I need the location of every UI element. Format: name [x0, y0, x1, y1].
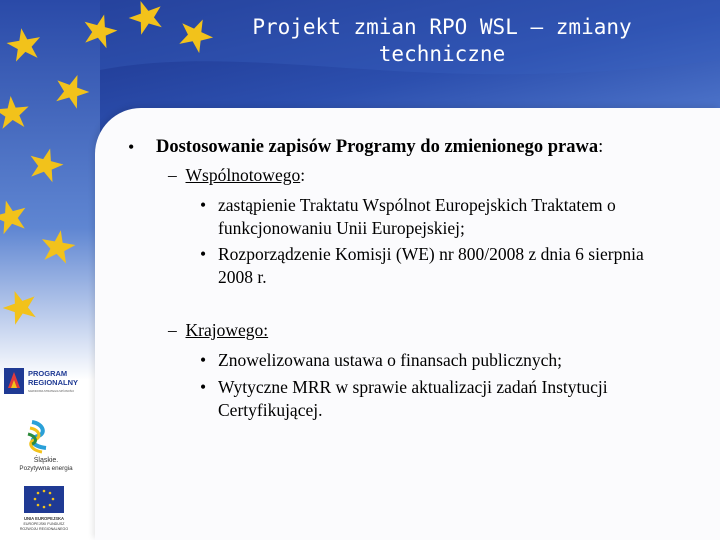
main-bullet-bold: Dostosowanie zapisów Programy do zmienionego prawa — [156, 137, 599, 157]
list-item-text: zastąpienie Traktatu Wspólnot Europejskich Traktatem o funkcjonowaniu Unii Europejskiej; — [218, 195, 616, 238]
main-bullet-text — [156, 137, 603, 158]
list-item — [200, 194, 668, 240]
list-item — [200, 243, 668, 289]
dash-marker: – — [168, 320, 177, 340]
logo-sl-line2: Pozytywna energia — [19, 465, 73, 472]
logo-pr-line3: NARODOWA STRATEGIA SPÓJNOŚCI — [28, 390, 75, 393]
main-bullet-suffix: : — [598, 137, 604, 157]
logo-eu-line3: ROZWOJU REGIONALNEGO — [19, 527, 69, 531]
section-krajowego — [168, 320, 268, 341]
logo-pr-line2: REGIONALNY — [28, 378, 79, 387]
list-item — [200, 349, 668, 372]
bullet-marker: • — [200, 350, 207, 370]
logo-eu-line2: EUROPEJSKI FUNDUSZ — [23, 522, 65, 526]
logo-eu-line1: UNIA EUROPEJSKA — [23, 516, 65, 521]
bullet-marker: • — [128, 137, 135, 157]
program-regionalny-logo — [0, 362, 95, 402]
dash-marker: – — [168, 165, 177, 185]
bullet-marker: • — [200, 244, 207, 264]
slide-title: Projekt zmian RPO WSL – zmiany techniczne — [252, 15, 632, 66]
section-label: Wspólnotowego — [185, 165, 301, 185]
logo-sl-line1: Śląskie. — [33, 457, 59, 464]
section-wspolnotowego — [168, 165, 305, 186]
list-item-text: Wytyczne MRR w sprawie aktualizacji zadań Instytucji Certyfikującej. — [218, 377, 608, 420]
list-item-text: Rozporządzenie Komisji (WE) nr 800/2008 z dnia 6 sierpnia 2008 r. — [218, 244, 644, 287]
section-suffix: : — [300, 165, 306, 185]
bullet-marker: • — [200, 195, 207, 215]
list-item-text: Znowelizowana ustawa o finansach publicznych; — [218, 350, 563, 370]
bullet-marker: • — [200, 377, 207, 397]
slaskie-logo — [0, 418, 95, 474]
eu-flag-logo — [0, 482, 95, 534]
logo-pr-line1: PROGRAM — [28, 369, 68, 378]
list-item — [200, 376, 668, 422]
section-label: Krajowego: — [185, 320, 269, 340]
